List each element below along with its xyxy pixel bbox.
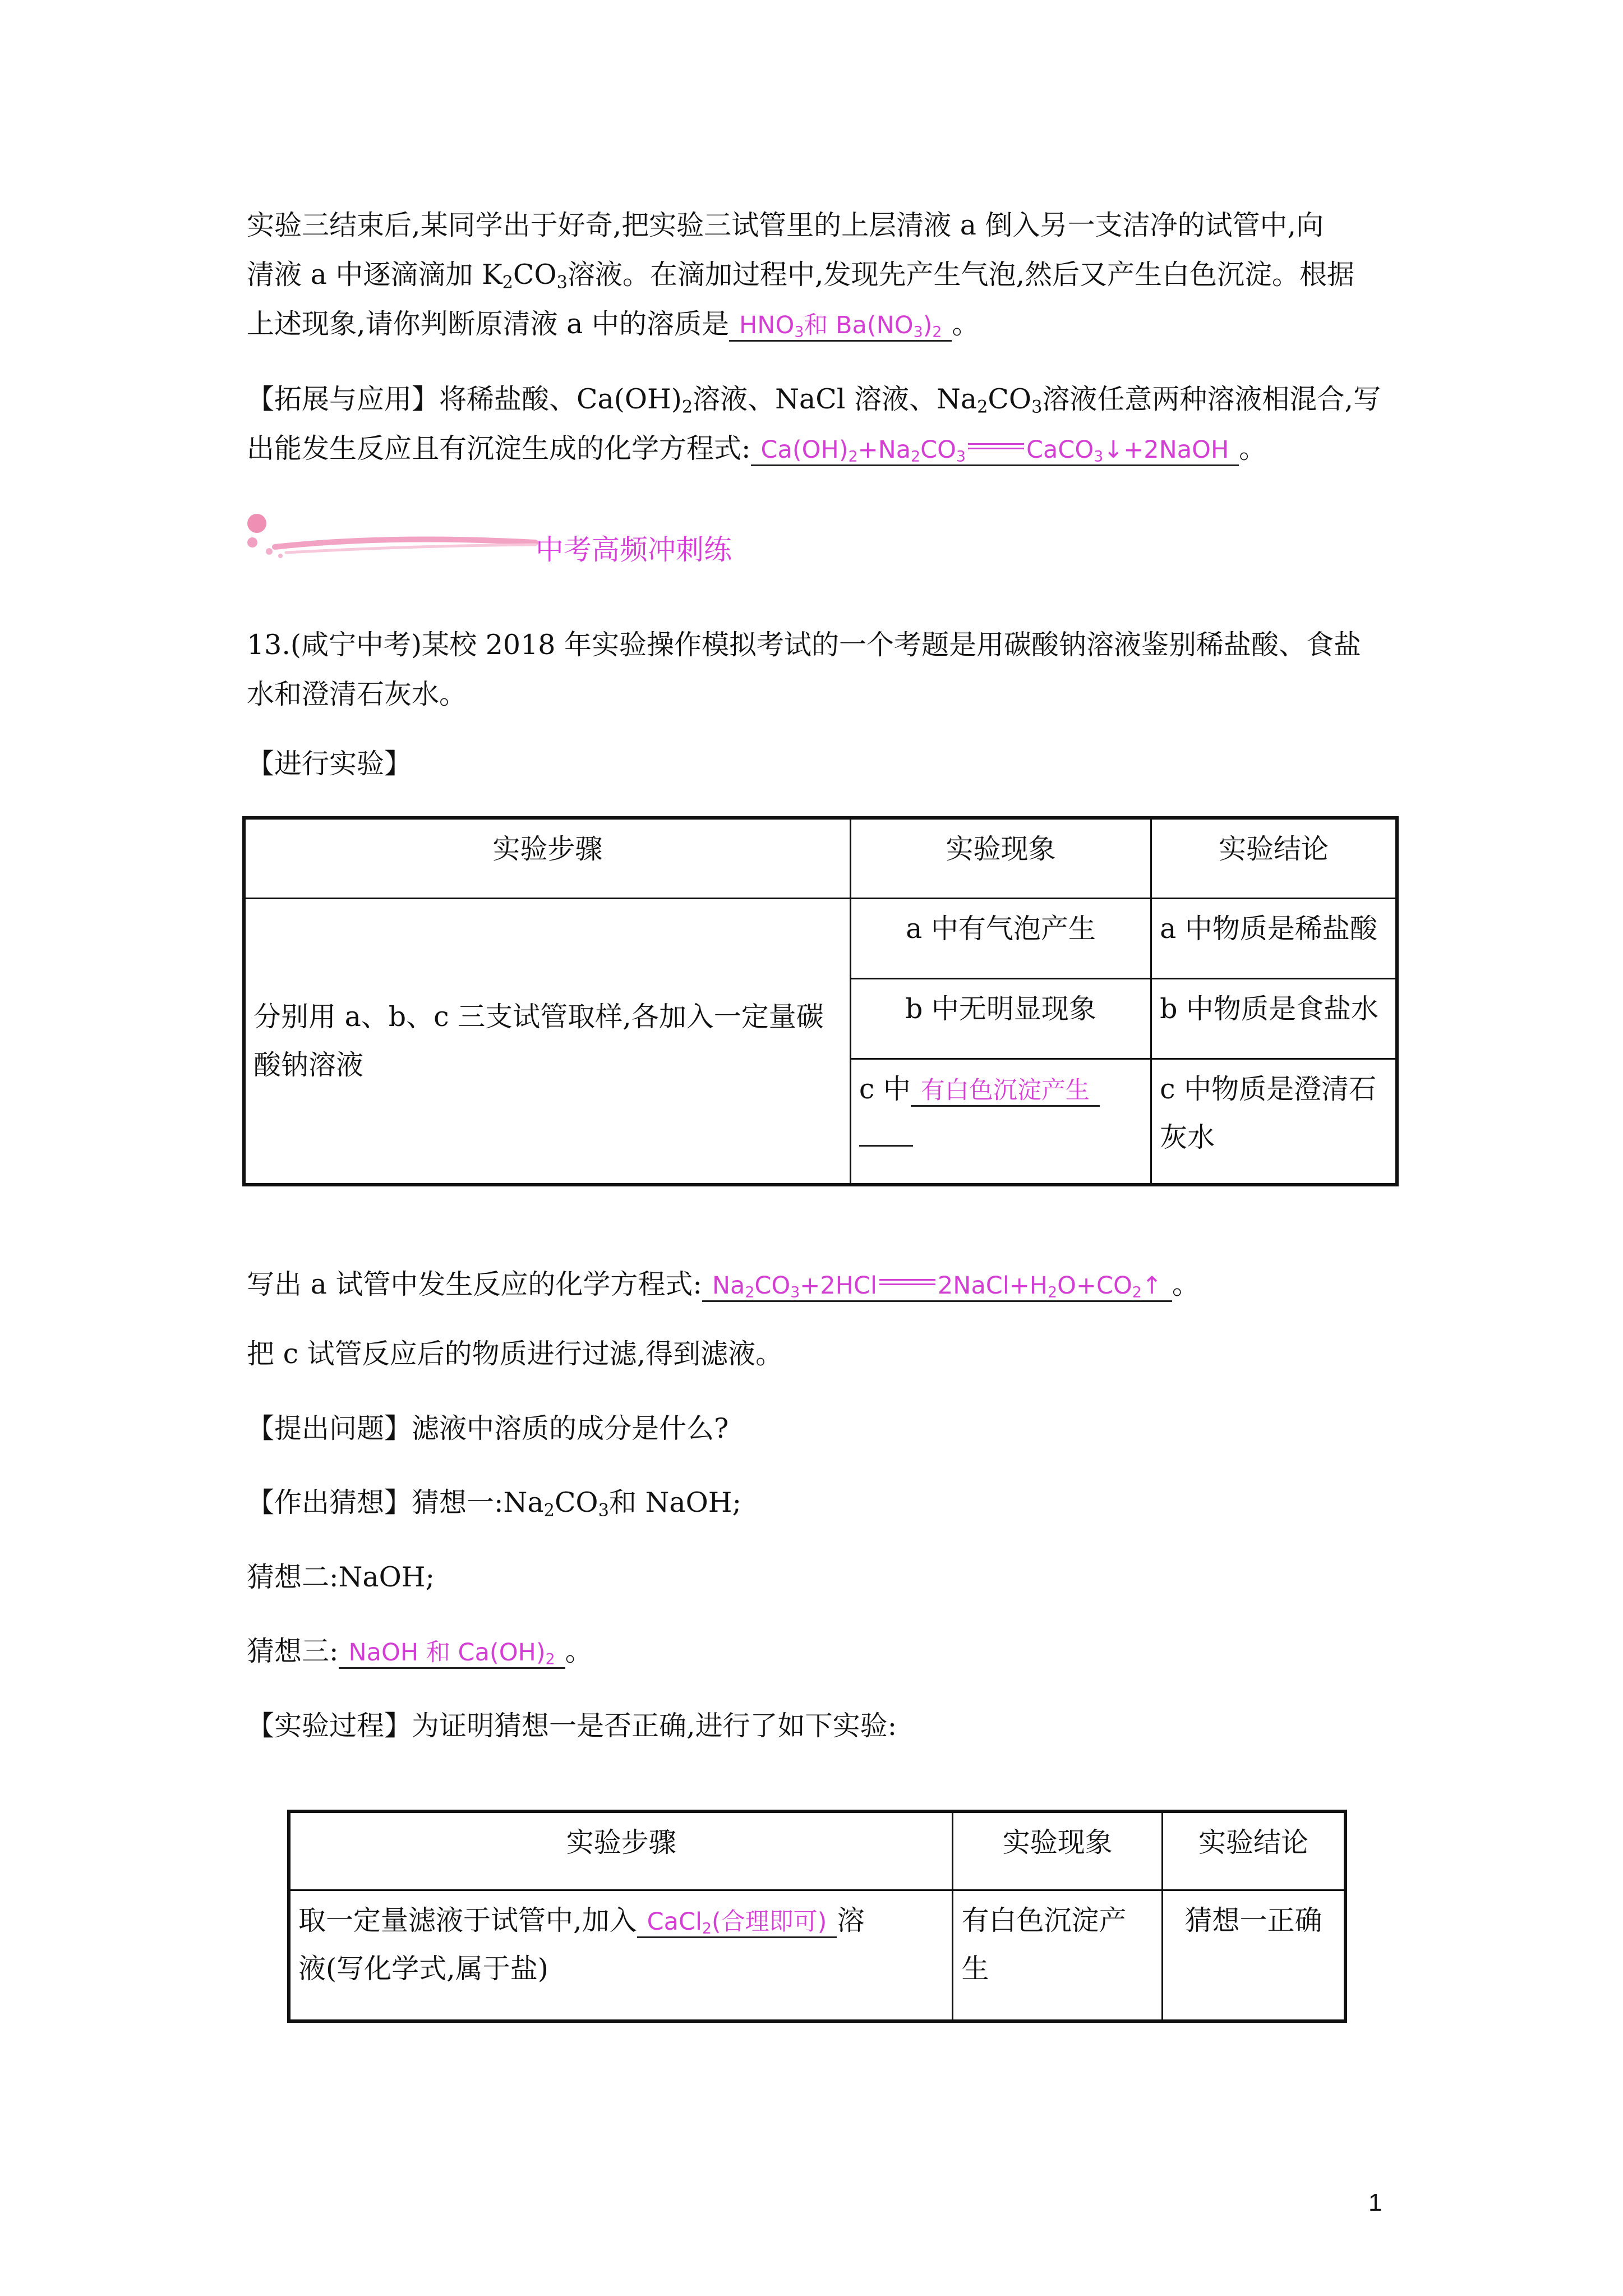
question-line: 水和澄清石灰水。: [247, 678, 467, 710]
table-cell-step: 取一定量滤液于试管中,加入 CaCl$_2$(合理即可) 溶 液(写化学式,属于盐): [289, 1890, 953, 2021]
answer-blank: $Na_2CO_3+2HCl$ $2NaCl+H_2O+CO_2↑$: [702, 1271, 1172, 1302]
paragraph-line: 【提出问题】滤液中溶质的成分是什么?: [247, 1412, 729, 1444]
paragraph-line: 【作出猜想】猜想一$:Na_2CO_3$和 NaOH;: [247, 1487, 742, 1521]
paragraph-line: 实验三结束后,某同学出于好奇,把实验三试管里的上层清液 a 倒入另一支洁净的试管中,向: [247, 209, 1324, 241]
paragraph-line: 猜想二:NaOH;: [247, 1561, 435, 1593]
section-heading: 【进行实验】: [247, 748, 412, 780]
table-cell: b 中物质是食盐水: [1151, 978, 1397, 1059]
paragraph-line: 【拓展与应用】将稀盐酸、$Ca(OH)_2$溶液、NaCl 溶液、$Na_2CO_3$溶液任意两种溶液相混合,写: [247, 383, 1381, 417]
table-cell: 猜想一正确: [1163, 1890, 1345, 2021]
equals-sign: [968, 443, 1024, 449]
section-decoration-icon: [241, 508, 538, 564]
equation-line: 写出 a 试管中发生反应的化学方程式: $Na_2CO_3+2HCl$ $2NaCl+H_2O+CO_2↑$ 。: [247, 1268, 1200, 1301]
paragraph-line: 清液 a 中逐滴滴加 $K_2CO_3$溶液。在滴加过程中,发现先产生气泡,然后又产生白色沉淀。根据: [247, 259, 1355, 293]
process-table: [287, 1810, 1347, 2023]
table-header: 实验步骤: [289, 1811, 953, 1890]
page-number: 1: [1368, 2189, 1382, 2216]
answer-blank: CaCl$_2$(合理即可): [637, 1907, 837, 1938]
table-header: 实验现象: [850, 818, 1151, 898]
section-title: 中考高频冲刺练: [536, 533, 732, 566]
table-header: 实验结论: [1151, 818, 1397, 898]
answer-blank: $HNO_3$和 $Ba(NO_3)_2$: [729, 311, 952, 342]
answer-blank-tail: [859, 1145, 913, 1147]
table-cell-step: 分别用 a、b、c 三支试管取样,各加入一定量碳 酸钠溶液: [244, 898, 850, 1185]
paragraph-line: 【实验过程】为证明猜想一是否正确,进行了如下实验:: [247, 1710, 897, 1742]
table-header: 实验现象: [953, 1811, 1163, 1890]
answer-blank: $Ca(OH)_2+Na_2CO_3$ CaCO$_3$↓+2NaOH: [751, 435, 1239, 466]
paragraph-line: 出能发生反应且有沉淀生成的化学方程式: $Ca(OH)_2+Na_2CO_3$ CaCO$_3$↓+2NaOH 。: [247, 432, 1267, 466]
table-cell: b 中无明显现象: [850, 978, 1151, 1059]
paragraph-line: 上述现象,请你判断原清液 a 中的溶质是 $HNO_3$和 $Ba(NO_3)_2$ 。: [247, 308, 980, 341]
answer-blank: 有白色沉淀产生: [911, 1076, 1100, 1107]
paragraph-line: 把 c 试管反应后的物质进行过滤,得到滤液。: [247, 1338, 783, 1370]
table-header: 实验结论: [1163, 1811, 1345, 1890]
table-cell: a 中有气泡产生: [850, 898, 1151, 978]
question-line: 13.(咸宁中考)某校 2018 年实验操作模拟考试的一个考题是用碳酸钠溶液鉴别稀盐酸、食盐: [247, 629, 1362, 661]
table-cell: c 中 有白色沉淀产生: [850, 1059, 1151, 1185]
table-cell: c 中物质是澄清石 灰水: [1151, 1059, 1397, 1185]
table-cell: 有白色沉淀产生: [953, 1890, 1163, 2021]
paragraph-line: 猜想三: NaOH 和 $Ca(OH)_2$ 。: [247, 1635, 593, 1668]
table-header: 实验步骤: [244, 818, 850, 898]
table-cell: a 中物质是稀盐酸: [1151, 898, 1397, 978]
equals-sign: [879, 1279, 935, 1285]
experiment-table: [242, 816, 1399, 1186]
answer-blank: NaOH 和 $Ca(OH)_2$: [339, 1638, 565, 1669]
